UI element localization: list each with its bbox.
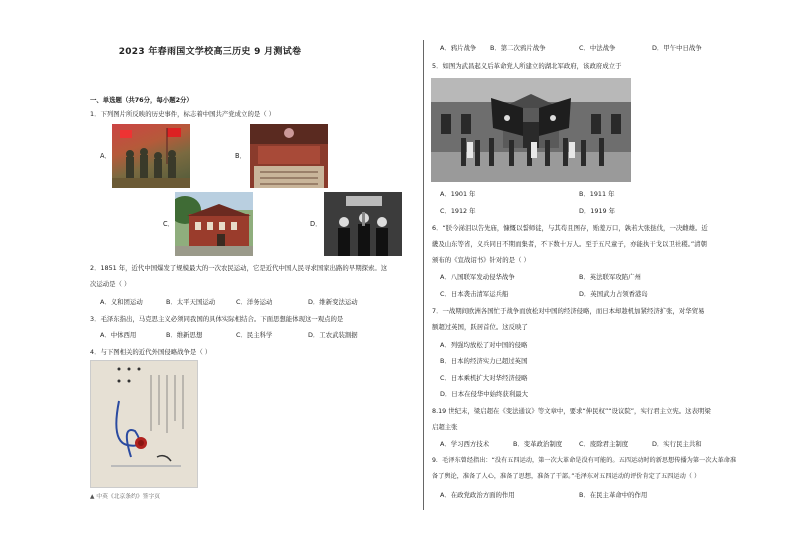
military-government-building — [431, 78, 631, 182]
q1-image-c — [175, 192, 253, 256]
q7-option-b: B．日本的经济实力已超过英国 — [440, 357, 528, 365]
q6-stem-line1: 6．“朕今涕泪以告先庙，慷慨以誓师徒，与其苟且图存，贻羞万口，孰若大张挞伐，一决雌雄。近 — [432, 224, 708, 232]
treaty-signature-page — [91, 361, 198, 488]
q5-option-a: A．1901 年 — [440, 190, 476, 198]
q8-option-d: D．实行民主共和 — [652, 440, 702, 448]
q2-stem-line1: 2．1851 年，近代中国爆发了规模最大的一次农民运动，它是近代中国人民寻求国家出路的早期探索。这 — [90, 264, 388, 272]
q1-label-b: B． — [235, 152, 247, 160]
q5-option-b: B．1911 年 — [579, 190, 615, 198]
q6-option-c: C．日本袭击清军运兵船 — [440, 290, 509, 298]
revolution-painting — [112, 124, 190, 188]
q1-image-b — [250, 124, 328, 188]
q4-caption: ▲ 中英《北京条约》签字页 — [90, 494, 161, 500]
q7-option-d: D．日本在侵华中始终获利最大 — [440, 390, 528, 398]
q6-option-a: A．八国联军发动侵华战争 — [440, 273, 515, 281]
q4-stem: 4．与下图相关的近代外国侵略战争是（ ） — [90, 348, 212, 356]
q1-stem: 1．下列图片所反映的历史事件，标志着中国共产党成立的是（ ） — [90, 110, 276, 118]
q9-stem-line2: 备了舆论，准备了人心，准备了思想，准备了干部。”毛泽东对五四运动的评价肯定了五四运动（ ） — [432, 473, 701, 480]
q1-label-a: A． — [100, 152, 112, 160]
q4-option-d: D．甲午中日战争 — [652, 44, 702, 52]
q8-option-c: C．废除君主制度 — [579, 440, 629, 448]
memorial-building-photo — [175, 192, 253, 256]
q9-stem-line1: 9．毛泽东曾经指出：“没有五四运动，第一次大革命是没有可能的。五四运动时的新思想传播为第一次大革命准 — [432, 457, 737, 464]
q2-option-a: A．义和团运动 — [100, 298, 143, 306]
q2-stem-line2: 次运动是（ ） — [90, 280, 131, 288]
meeting-room-photo — [250, 124, 328, 188]
q1-label-d: D． — [310, 220, 322, 228]
q7-stem-line2: 额超过英国，跃居首位。这反映了 — [432, 323, 528, 331]
q6-option-b: B．英法联军攻陷广州 — [579, 273, 641, 281]
q9-option-b: B．在民主革命中的作用 — [579, 491, 648, 499]
q8-stem-line1: 8.19 世纪末，梁启超在《变法通议》等文章中，要求“伸民权”“设议院”，实行君主立宪。这表明梁 — [432, 407, 711, 415]
q6-stem-line2: 畿及山东等省，义兵同日不期而集者，不下数十万人。至于五尺童子，亦能执干戈以卫社稷。”清朝 — [432, 240, 707, 248]
q3-option-a: A．中体西用 — [100, 331, 137, 339]
q1-label-c: C． — [163, 220, 175, 228]
q5-stem: 5．如图为武昌起义后革命党人所建立的湖北军政府，该政府成立于 — [432, 62, 622, 70]
column-divider — [423, 40, 424, 510]
q9-option-a: A．在政党政治方面的作用 — [440, 491, 515, 499]
q4-option-c: C．中法战争 — [579, 44, 616, 52]
q3-option-c: C．民主科学 — [236, 331, 273, 339]
q8-option-b: B．变革政治制度 — [513, 440, 563, 448]
q6-option-d: D．英国武力占领香港岛 — [579, 290, 648, 298]
q2-option-d: D．维新变法运动 — [308, 298, 358, 306]
q1-image-d — [324, 192, 402, 256]
q5-option-d: D．1919 年 — [579, 207, 615, 215]
q3-stem: 3．毛泽东指出，马克思主义必须同我国的具体实际相结合。下面思想能体现这一观点的是 — [90, 315, 344, 323]
q4-option-b: B．第二次鸦片战争 — [490, 44, 546, 52]
q2-option-c: C．洋务运动 — [236, 298, 273, 306]
q3-option-d: D．工农武装割据 — [308, 331, 358, 339]
q7-stem-line1: 7．一战期间欧洲各国忙于战争而放松对中国的经济侵略，而日本却趁机加紧经济扩张，对华贸易 — [432, 307, 705, 315]
treaty-document-image — [90, 360, 198, 488]
section-heading: 一、单选题（共76分，每小题2分） — [90, 96, 193, 104]
q7-option-c: C．日本乘机扩大对华经济侵略 — [440, 374, 528, 382]
hubei-military-government-photo — [431, 78, 631, 182]
q4-option-a: A．鸦片战争 — [440, 44, 477, 52]
q6-stem-line3: 颁布的《宣战诏书》针对的是（ ） — [432, 256, 530, 264]
q1-image-a — [112, 124, 190, 188]
founding-ceremony-photo — [324, 192, 402, 256]
q7-option-a: A．列强均放松了对中国的侵略 — [440, 341, 528, 349]
q5-option-c: C．1912 年 — [440, 207, 476, 215]
q8-option-a: A．学习西方技术 — [440, 440, 490, 448]
q8-stem-line2: 启超主张 — [432, 423, 458, 431]
q2-option-b: B．太平天国运动 — [166, 298, 216, 306]
q3-option-b: B．维新思想 — [166, 331, 203, 339]
page-title: 2023 年春雨国文学校高三历史 9 月测试卷 — [118, 47, 302, 57]
